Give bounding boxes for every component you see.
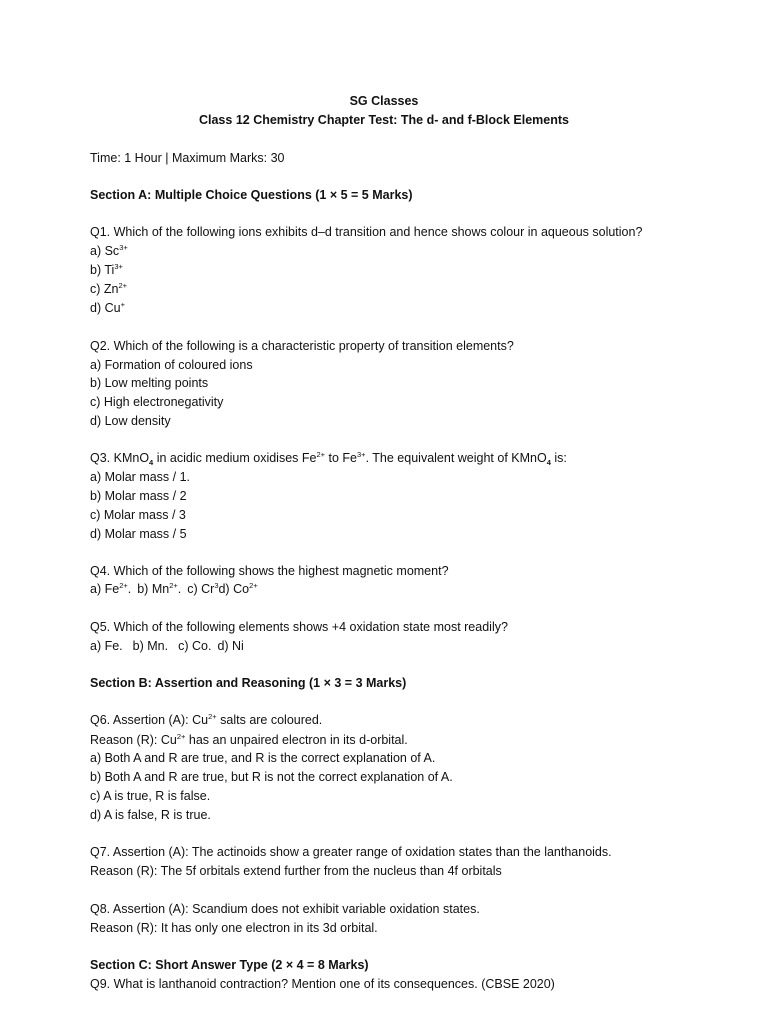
institute-name: SG Classes: [349, 94, 419, 108]
q8-reason: Reason (R): It has only one electron in its 3d orbital.: [90, 921, 378, 935]
test-title: Class 12 Chemistry Chapter Test: The d- and f-Block Elements: [198, 113, 569, 127]
q3-option-c: c) Molar mass / 3: [90, 508, 186, 522]
test-meta: Time: 1 Hour | Maximum Marks: 30: [90, 151, 285, 165]
q3-option-d: d) Molar mass / 5: [90, 527, 187, 541]
section-c-title: Section C: Short Answer Type (2 × 4 = 8 Marks): [90, 958, 369, 972]
q5-options: a) Fe. b) Mn. c) Co. d) Ni: [90, 639, 244, 653]
section-b-title: Section B: Assertion and Reasoning (1 × 3 = 3 Marks): [90, 676, 407, 690]
q9-question: Q9. What is lanthanoid contraction? Mention one of its consequences. (CBSE 2020): [90, 977, 555, 991]
q4-options: a) $Fe^{2+}$. b) $Mn^{2+}$. c) Cr$^3$d) $Co^{2+}$: [90, 581, 258, 596]
q5-question: Q5. Which of the following elements shows +4 oxidation state most readily?: [90, 620, 508, 634]
q3-question: Q3. KMnO$_4$ in acidic medium oxidises $Fe^{2+}$ to $Fe^{3+}$. The equivalent weight of KMnO$_4$ is:: [90, 450, 567, 467]
q6-option-b: b) Both A and R are true, but R is not the correct explanation of A.: [90, 770, 453, 784]
q6-option-c: c) A is true, R is false.: [90, 789, 211, 803]
q2-option-a: a) Formation of coloured ions: [90, 358, 253, 372]
section-a-title: Section A: Multiple Choice Questions (1 × 5 = 5 Marks): [90, 188, 413, 202]
q8-assertion: Q8. Assertion (A): Scandium does not exhibit variable oxidation states.: [90, 902, 480, 916]
q2-option-c: c) High electronegativity: [90, 395, 224, 409]
q3-option-a: a) Molar mass / 1.: [90, 470, 191, 484]
q1-option-d: d) Cu+: [90, 300, 125, 315]
q1-option-b: b) $Ti^{3+}$: [90, 262, 123, 277]
q2-option-d: d) Low density: [90, 414, 171, 428]
q6-reason: Reason (R): $Cu^{2+}$ has an unpaired electron in its d-orbital.: [90, 732, 408, 747]
q2-question: Q2. Which of the following is a characteristic property of transition elements?: [90, 339, 514, 353]
q2-option-b: b) Low melting points: [90, 376, 209, 390]
q1-question: Q1. Which of the following ions exhibits d–d transition and hence shows colour in aqueous solution?: [90, 225, 643, 239]
q4-question: Q4. Which of the following shows the highest magnetic moment?: [90, 564, 449, 578]
q6-assertion: Q6. Assertion (A): $Cu^{2+}$ salts are coloured.: [90, 712, 323, 727]
q7-assertion: Q7. Assertion (A): The actinoids show a greater range of oxidation states than the lanthanoids.: [90, 845, 612, 859]
q1-option-a: a) $Sc^{3+}$: [90, 243, 128, 258]
q7-reason: Reason (R): The 5f orbitals extend further from the nucleus than 4f orbitals: [90, 864, 502, 878]
q3-option-b: b) Molar mass / 2: [90, 489, 187, 503]
q1-option-c: c) $Zn^{2+}$: [90, 281, 128, 296]
q6-option-d: d) A is false, R is true.: [90, 808, 211, 822]
q6-option-a: a) Both A and R are true, and R is the correct explanation of A.: [90, 751, 436, 765]
